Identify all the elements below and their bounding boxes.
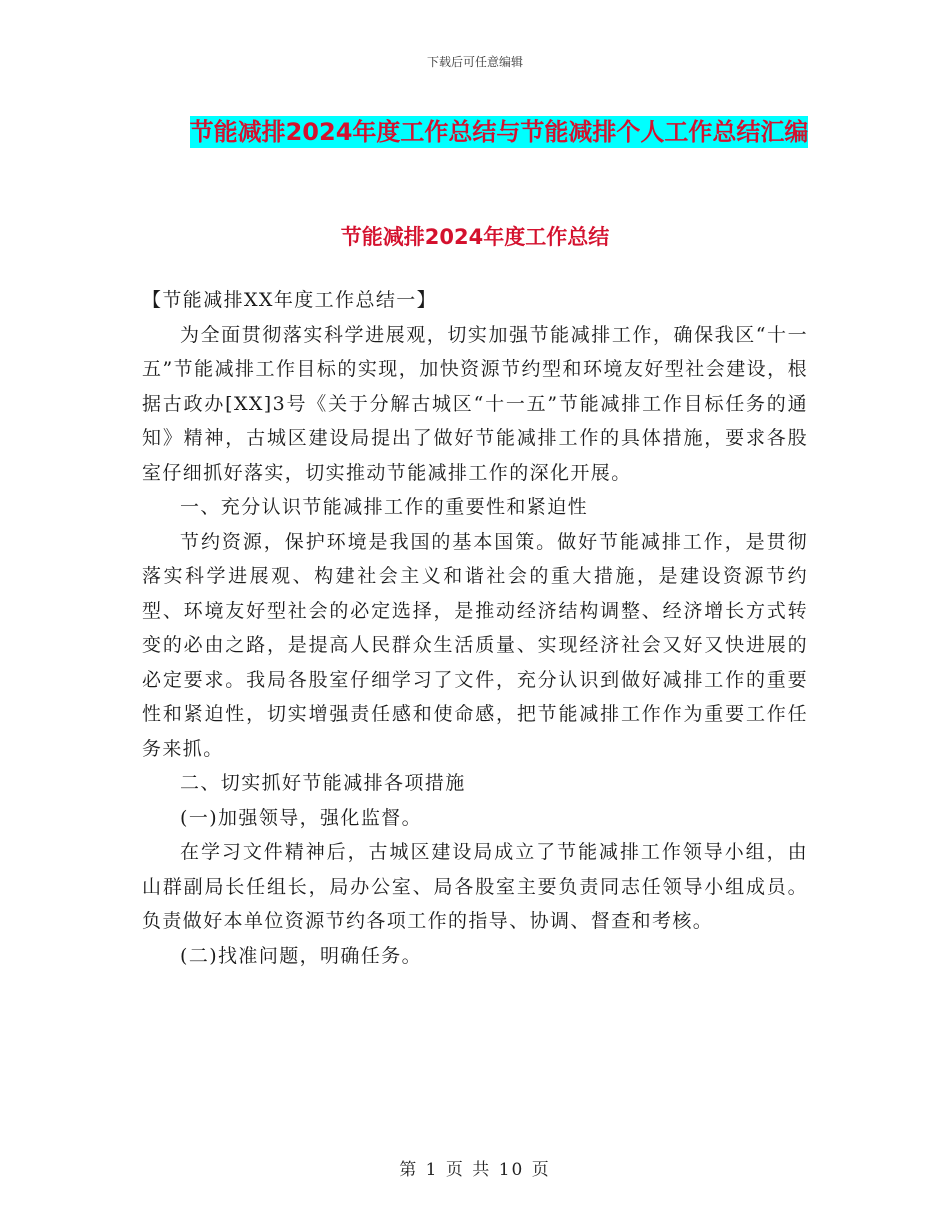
paragraph-subheading: (二)找准问题，明确任务。: [180, 944, 423, 967]
document-title-text: 节能减排2024年度工作总结与节能减排个人工作总结汇编: [189, 118, 809, 146]
document-title: [188, 110, 810, 154]
header-note: 下载后可任意编辑: [426, 55, 523, 69]
paragraph-heading: 【节能减排XX年度工作总结一】: [142, 289, 438, 311]
paragraph: 为全面贯彻落实科学进展观，切实加强节能减排工作，确保我区“十一五”节能减排工作目标的实现，加快资源节约型和环境友好型社会建设，根据古政办[XX]3号《关于分解古城区“十一五”节能减排工作目标任务的通知》精神，古城区建设局提出了做好节能减排工作的具体措施，要求各股室仔细抓好落实，切实推动节能减排工作的深化开展。: [142, 323, 808, 484]
paragraph-heading: 一、充分认识节能减排工作的重要性和紧迫性: [180, 496, 589, 518]
paragraph: 节约资源，保护环境是我国的基本国策。做好节能减排工作，是贯彻落实科学进展观、构建社会主义和谐社会的重大措施，是建设资源节约型、环境友好型社会的必定选择，是推动经济结构调整、经济增长方式转变的必由之路，是提高人民群众生活质量、实现经济社会又好又快进展的必定要求。我局各股室仔细学习了文件，充分认识到做好减排工作的重要性和紧迫性，切实增强责任感和使命感，把节能减排工作作为重要工作任务来抓。: [142, 530, 808, 760]
paragraph-heading: 二、切实抓好节能减排各项措施: [180, 772, 466, 794]
paragraph: 在学习文件精神后，古城区建设局成立了节能减排工作领导小组，由山群副局长任组长，局办公室、局各股室主要负责同志任领导小组成员。负责做好本单位资源节约各项工作的指导、协调、督查和考核。: [142, 841, 808, 932]
paragraph-subheading: (一)加强领导，强化监督。: [180, 806, 423, 829]
section-title: 节能减排2024年度工作总结: [340, 225, 610, 249]
document-body: [142, 283, 808, 973]
page-footer: 第 1 页 共 10 页: [399, 1160, 551, 1180]
